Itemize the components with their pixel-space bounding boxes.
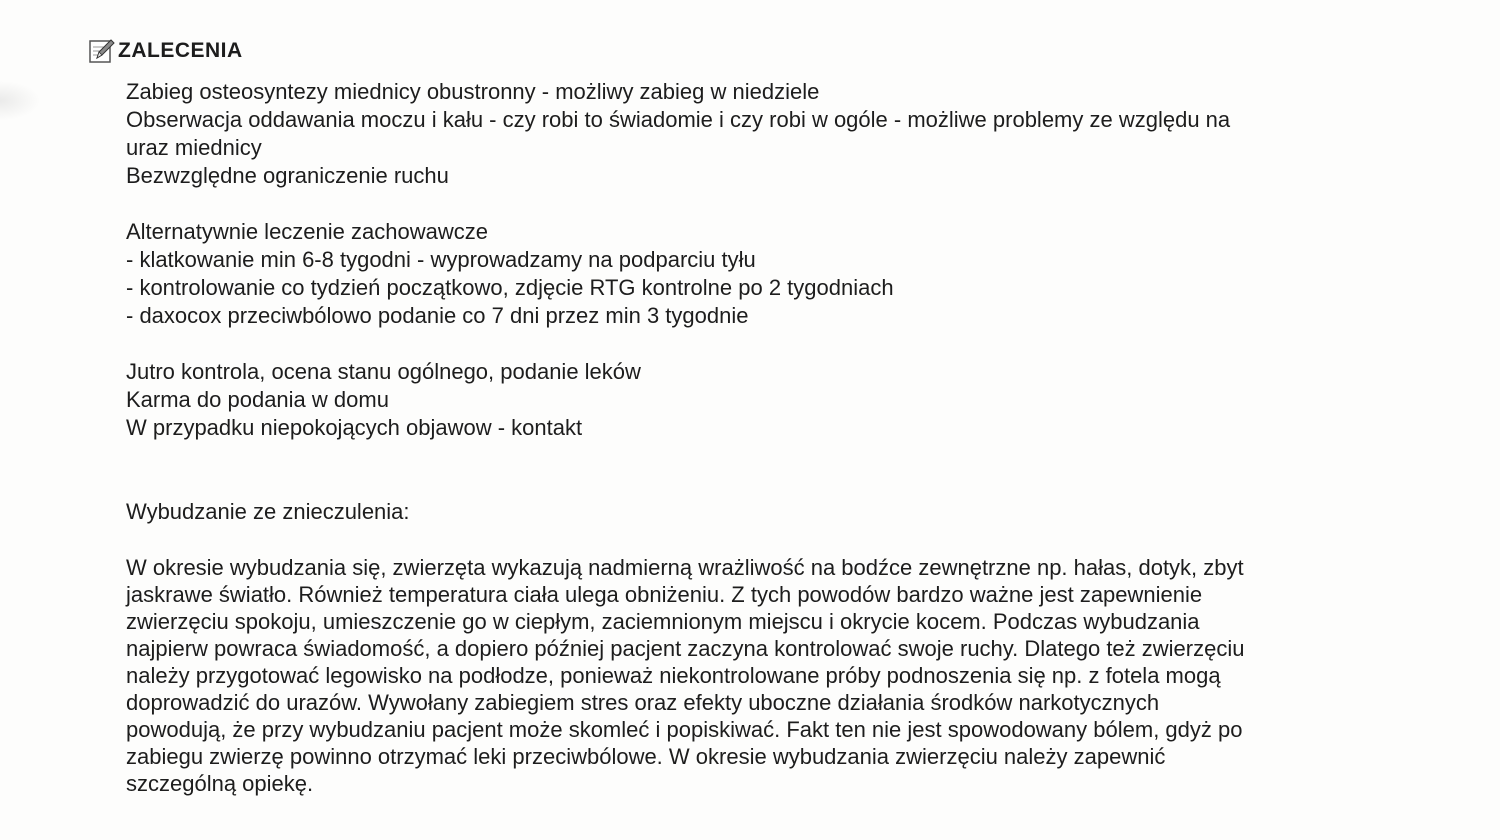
- text-line: - kontrolowanie co tydzień początkowo, zdjęcie RTG kontrolne po 2 tygodniach: [126, 275, 894, 300]
- spacer: [126, 330, 1486, 358]
- text-line: uraz miednicy: [126, 135, 262, 160]
- paragraph-line: zabiegu zwierzę powinno otrzymać leki przeciwbólowe. W okresie wybudzania zwierzęciu należy zapewnić: [126, 744, 1166, 769]
- text-line: W przypadku niepokojących objawow - kontakt: [126, 415, 583, 440]
- paragraph-line: W okresie wybudzania się, zwierzęta wykazują nadmierną wrażliwość na bodźce zewnętrzne np. hałas, dotyk, zbyt: [126, 555, 1244, 580]
- spacer: [126, 442, 1486, 498]
- recommendations-block-followup: [126, 358, 1486, 442]
- text-line: - klatkowanie min 6-8 tygodni - wyprowadzamy na podparciu tyłu: [126, 247, 756, 272]
- recommendations-block-conservative: [126, 218, 1486, 330]
- text-line: Alternatywnie leczenie zachowawcze: [126, 219, 488, 244]
- paragraph-line: zwierzęciu spokoju, umieszczenie go w ciepłym, zaciemnionym miejscu i okrycie kocem. Podczas wybudzania: [126, 609, 1200, 634]
- paragraph-line: doprowadzić do urazów. Wywołany zabiegiem stres oraz efekty uboczne działania środków narkotycznych: [126, 690, 1160, 715]
- paragraph-line: powodują, że przy wybudzaniu pacjent może skomleć i popiskiwać. Fakt ten nie jest spowodowany bólem, gdyż po: [126, 717, 1243, 742]
- text-line: Jutro kontrola, ocena stanu ogólnego, podanie leków: [126, 359, 641, 384]
- paragraph-line: szczególną opiekę.: [126, 771, 314, 796]
- paragraph-line: należy przygotować legowisko na podłodze, ponieważ niekontrolowane próby podnoszenia się np. z fotela mogą: [126, 663, 1221, 688]
- edit-pencil-icon: [89, 38, 115, 64]
- anesthesia-heading: Wybudzanie ze znieczulenia:: [126, 499, 410, 524]
- spacer: [126, 190, 1486, 218]
- recommendations-content: [126, 78, 1486, 797]
- text-line: Obserwacja oddawania moczu i kału - czy robi to świadomie i czy robi w ogóle - możliwe problemy ze względu na: [126, 107, 1231, 132]
- text-line: - daxocox przeciwbólowo podanie co 7 dni przez min 3 tygodnie: [126, 303, 749, 328]
- text-line: Zabieg osteosyntezy miednicy obustronny - możliwy zabieg w niedziele: [126, 79, 820, 104]
- text-line: Karma do podania w domu: [126, 387, 389, 412]
- paragraph-line: jaskrawe światło. Również temperatura ciała ulega obniżeniu. Z tych powodów bardzo ważne jest zapewnienie: [126, 582, 1203, 607]
- recommendations-block-surgery: [126, 78, 1486, 190]
- anesthesia-paragraph: [126, 554, 1246, 797]
- paragraph-line: najpierw powraca świadomość, a dopiero później pacjent zaczyna kontrolować swoje ruchy. Dlatego też zwierzęciu: [126, 636, 1245, 661]
- text-line: Bezwzględne ograniczenie ruchu: [126, 163, 449, 188]
- section-title: ZALECENIA: [118, 39, 243, 62]
- section-header: [89, 32, 243, 68]
- spacer: [126, 526, 1486, 554]
